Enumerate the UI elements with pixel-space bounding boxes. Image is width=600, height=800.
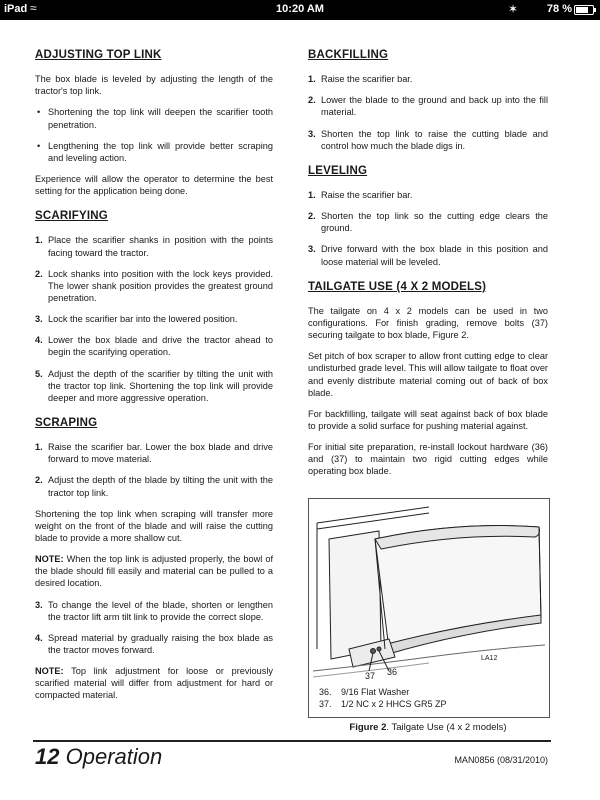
note: [35, 553, 273, 589]
list-item: [35, 334, 273, 358]
list-number: 3.: [308, 244, 316, 255]
footer-title: [35, 744, 162, 770]
legend-item: [319, 699, 447, 711]
list-item: [308, 243, 548, 267]
callout-36: 36: [387, 667, 398, 677]
bullet-icon: •: [37, 140, 41, 151]
list-item-text: Raise the scarifier bar. Lower the box blade and drive forward to move material.: [48, 442, 273, 465]
list-number: 4.: [35, 335, 43, 346]
list-item: [308, 94, 548, 118]
list-number: 5.: [35, 368, 43, 379]
list-item: [308, 128, 548, 152]
section-backfilling: [308, 48, 548, 152]
bullet-list: [35, 106, 273, 164]
numbered-list: [35, 234, 273, 404]
device-label: iPad: [4, 3, 28, 15]
list-item-text: Shorten the top link so the cutting edge clears the ground.: [321, 211, 548, 234]
list-item-text: Raise the scarifier bar.: [321, 190, 413, 201]
figure-2: [308, 498, 550, 718]
paragraph: Experience will allow the operator to determine the best setting for the application being done.: [35, 174, 273, 197]
list-number: 3.: [35, 314, 43, 325]
list-item-text: Place the scarifier shanks in position with the points facing toward the tractor.: [48, 235, 273, 258]
note-label: NOTE:: [35, 554, 64, 565]
list-item: [308, 189, 548, 201]
document-code: MAN0856 (08/31/2010): [454, 755, 548, 765]
note-text: Top link adjustment for loose or previously scarified material will differ from adjustment for hard or compacted material.: [35, 666, 273, 701]
list-item: [35, 474, 273, 498]
list-item: [35, 368, 273, 404]
list-number: 2.: [308, 95, 316, 106]
list-item-text: Raise the scarifier bar.: [321, 74, 413, 85]
battery-fill: [576, 7, 588, 13]
bullet-icon: •: [37, 107, 41, 118]
list-item-text: Adjust the depth of the scarifier by tilting the unit with the tractor top link. Shortening the top link will provide deeper and more aggressive operation.: [48, 368, 273, 403]
figure-caption-text: . Tailgate Use (4 x 2 models): [386, 722, 507, 733]
section-scraping: [35, 416, 273, 702]
list-number: 2.: [308, 211, 316, 222]
paragraph: Set pitch of box scraper to allow front cutting edge to clear undisturbed grade level. This will allow tailgate to float over and evenly distribute material coming out of back of box blade.: [308, 351, 548, 398]
list-number: 4.: [35, 632, 43, 643]
list-item-text: Spread material by gradually raising the box blade as the tractor moves forward.: [48, 632, 273, 656]
legend-text: 9/16 Flat Washer: [341, 687, 410, 697]
note-text: When the top link is adjusted properly, the bowl of the blade should fill easily and material can be pulled to a desired location.: [35, 554, 273, 589]
footer-divider: [33, 740, 551, 742]
section-scarifying: [35, 209, 273, 404]
legend-item: [319, 687, 447, 699]
list-item-text: Adjust the depth of the blade by tilting the unit with the tractor top link.: [48, 475, 273, 498]
list-item: [35, 599, 273, 623]
list-number: 2.: [35, 268, 43, 279]
list-number: 2.: [35, 475, 43, 486]
list-number: 1.: [35, 235, 43, 246]
numbered-list: [308, 189, 548, 268]
list-number: 3.: [308, 128, 316, 139]
list-item: [308, 73, 548, 85]
list-number: 3.: [35, 599, 43, 610]
section-tailgate-use: [308, 280, 548, 478]
page-number: 12: [35, 744, 60, 769]
callout-37: 37: [365, 671, 376, 681]
legend-number: 36.: [319, 687, 332, 697]
list-item: [35, 313, 273, 325]
numbered-list: [308, 73, 548, 152]
left-column: [35, 48, 273, 714]
box-blade-illustration: [309, 499, 549, 717]
bluetooth-icon: ✶: [507, 2, 518, 16]
section-adjusting-top-link: [35, 48, 273, 197]
numbered-list: [35, 599, 273, 657]
paragraph: For backfilling, tailgate will seat against back of box blade to provide a solid surface for pushing material against.: [308, 408, 548, 432]
heading-backfilling: BACKFILLING: [308, 49, 389, 61]
heading-scraping: SCRAPING: [35, 417, 98, 430]
note: [35, 665, 273, 701]
list-item-text: Lower the blade to the ground and back up into the fill material.: [321, 95, 548, 118]
list-item-text: Lower the box blade and drive the tractor ahead to begin the scarifying operation.: [48, 335, 273, 358]
battery-icon: [574, 5, 594, 15]
heading-scarifying: SCARIFYING: [35, 210, 108, 223]
paragraph: The tailgate on 4 x 2 models can be used in two configurations. For finish grading, remove bolts (37) securing tailgate to box blade, Figure 2.: [308, 305, 548, 341]
figure-caption: [308, 722, 548, 733]
list-item: [35, 441, 273, 465]
list-item-text: Shorten the top link to raise the cutting blade and control how much the blade digs in.: [321, 128, 548, 151]
paragraph: The box blade is leveled by adjusting the length of the tractor's top link.: [35, 74, 273, 97]
list-item: [35, 234, 273, 258]
note-label: NOTE:: [35, 666, 64, 677]
heading-tailgate-use: TAILGATE USE (4 X 2 MODELS): [308, 280, 487, 293]
legend-text: 1/2 NC x 2 HHCS GR5 ZP: [341, 698, 447, 709]
clock: 10:20 AM: [276, 3, 324, 15]
status-bar: [0, 0, 600, 20]
heading-adjusting-top-link: ADJUSTING TOP LINK: [35, 49, 162, 61]
paragraph: Shortening the top link when scraping will transfer more weight on the front of the blade and will raise the cutting blade to provide a more shallow cut.: [35, 508, 273, 544]
list-number: 1.: [308, 74, 316, 85]
list-item-text: Drive forward with the box blade in this position and loose material will be leveled.: [321, 244, 548, 267]
list-item: [35, 140, 273, 164]
list-item-text: Lengthening the top link will provide better scraping and leveling action.: [48, 140, 273, 163]
right-column: [308, 48, 548, 490]
list-item-text: Shortening the top link will deepen the scarifier tooth penetration.: [48, 107, 273, 130]
numbered-list: [35, 441, 273, 499]
list-item-text: Lock shanks into position with the lock keys provided. The lower shank position provides the greatest ground penetration.: [48, 268, 273, 304]
section-leveling: [308, 164, 548, 268]
list-item-text: Lock the scarifier bar into the lowered position.: [48, 314, 238, 325]
battery-percent: 78 %: [546, 3, 572, 15]
figure-caption-label: Figure 2: [349, 722, 387, 733]
legend-number: 37.: [319, 698, 332, 709]
list-number: 1.: [308, 190, 316, 201]
heading-leveling: LEVELING: [308, 164, 368, 177]
figure-code: LA12: [481, 655, 498, 662]
list-number: 1.: [35, 442, 43, 453]
figure-legend: [319, 687, 447, 710]
section-title: Operation: [65, 744, 163, 769]
paragraph: For initial site preparation, re-install lockout hardware (36) and (37) to maintain two rigid cutting edges while operating box blade.: [308, 442, 548, 477]
list-item: [308, 210, 548, 234]
list-item: [35, 106, 273, 130]
wifi-icon: ≈: [30, 1, 37, 15]
list-item: [35, 632, 273, 656]
list-item: [35, 268, 273, 304]
list-item-text: To change the level of the blade, shorten or lengthen the tractor lift arm tilt link to provide the correct slope.: [48, 599, 273, 622]
